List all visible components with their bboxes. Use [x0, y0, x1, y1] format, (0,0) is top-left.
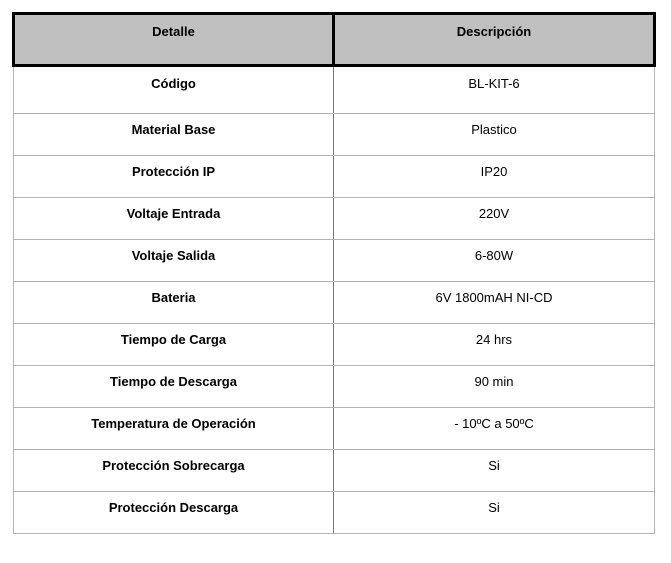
row-description: 24 hrs	[334, 324, 655, 366]
row-description: 90 min	[334, 366, 655, 408]
row-detail: Código	[14, 66, 334, 114]
table-row	[14, 198, 655, 240]
row-description: IP20	[334, 156, 655, 198]
row-description: Si	[334, 450, 655, 492]
row-detail: Temperatura de Operación	[14, 408, 334, 450]
row-description: 6-80W	[334, 240, 655, 282]
row-description: BL-KIT-6	[334, 66, 655, 114]
header-detail: Detalle	[14, 14, 334, 66]
row-description: Si	[334, 492, 655, 534]
table-row	[14, 492, 655, 534]
row-description: 6V 1800mAH NI-CD	[334, 282, 655, 324]
row-detail: Voltaje Entrada	[14, 198, 334, 240]
row-detail: Tiempo de Descarga	[14, 366, 334, 408]
table-row	[14, 156, 655, 198]
table-row	[14, 66, 655, 114]
table-row	[14, 282, 655, 324]
row-detail: Protección IP	[14, 156, 334, 198]
row-description: - 10ºC a 50ºC	[334, 408, 655, 450]
row-description: 220V	[334, 198, 655, 240]
header-description: Descripción	[334, 14, 655, 66]
row-detail: Tiempo de Carga	[14, 324, 334, 366]
table-row	[14, 240, 655, 282]
row-detail: Voltaje Salida	[14, 240, 334, 282]
row-detail: Material Base	[14, 114, 334, 156]
row-detail: Bateria	[14, 282, 334, 324]
table-row	[14, 450, 655, 492]
table-row	[14, 408, 655, 450]
spec-table	[12, 12, 656, 534]
table-row	[14, 114, 655, 156]
row-detail: Protección Sobrecarga	[14, 450, 334, 492]
row-description: Plastico	[334, 114, 655, 156]
row-detail: Protección Descarga	[14, 492, 334, 534]
table-row	[14, 324, 655, 366]
header-row	[14, 14, 655, 66]
table-row	[14, 366, 655, 408]
